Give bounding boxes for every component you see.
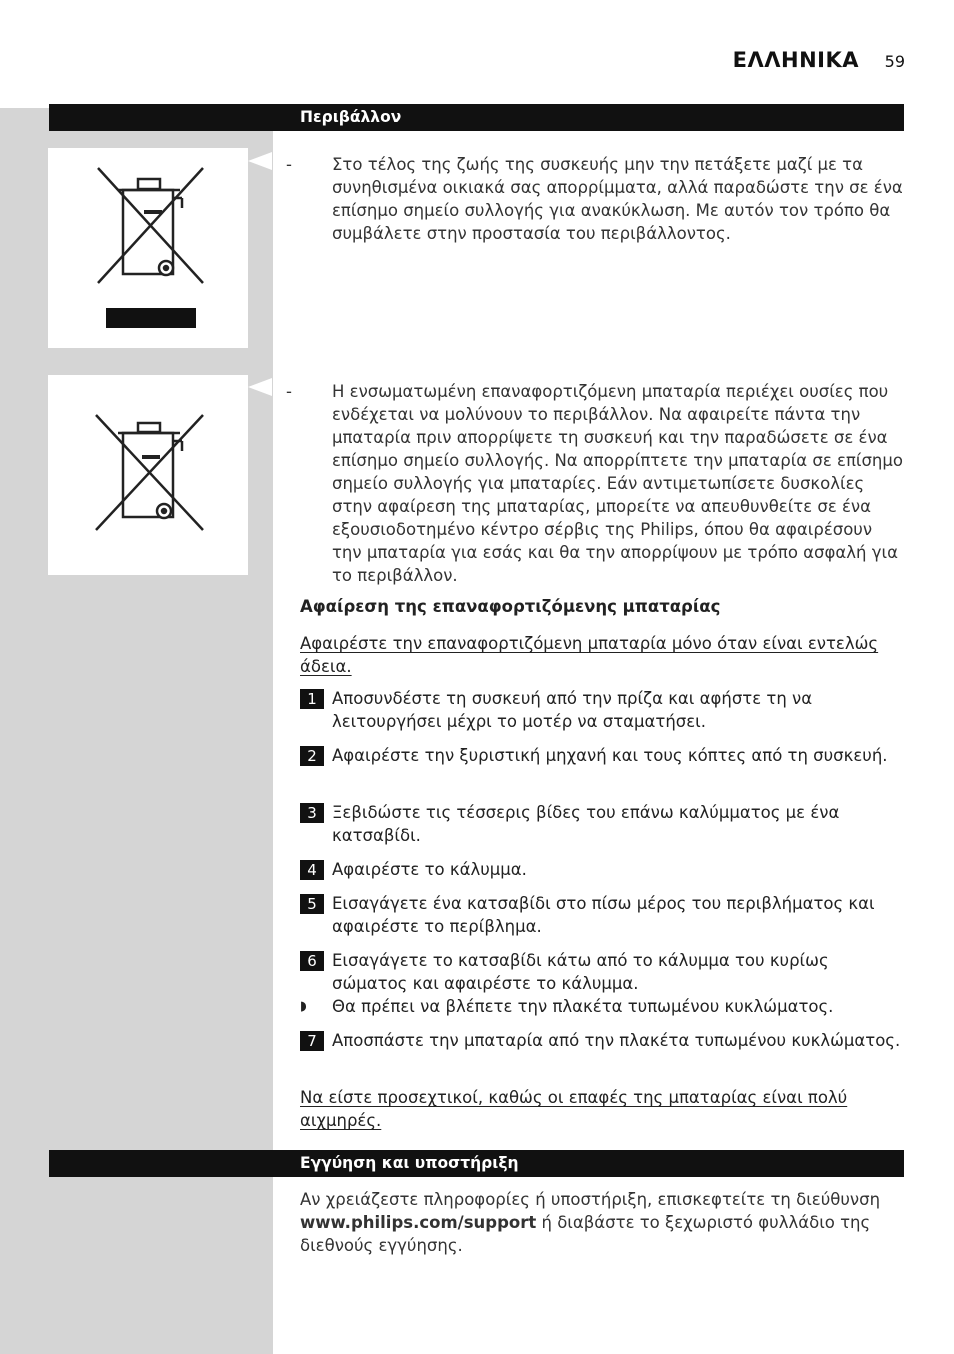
battery-removal-heading: Αφαίρεση της επαναφορτιζόμενης μπαταρίας [300, 597, 721, 616]
step-7 [300, 1029, 905, 1052]
step-number: 7 [300, 1031, 324, 1051]
step-1 [300, 687, 905, 733]
warning-empty-battery [300, 632, 905, 678]
step-number: 4 [300, 860, 324, 880]
warning-text: Να είστε προσεχτικοί, καθώς οι επαφές της μπαταρίας είναι πολύ αιχμηρές. [300, 1088, 848, 1130]
step-4 [300, 858, 905, 881]
section-header-environment [49, 104, 904, 131]
crossed-bin-icon [48, 375, 248, 575]
warning-sharp-contacts [300, 1086, 905, 1132]
step-6 [300, 949, 905, 995]
step-text: Εισαγάγετε το κατσαβίδι κάτω από το κάλυμμα του κυρίως σώματος και αφαιρέστε το κάλυμμα. [332, 951, 829, 993]
warning-text: Αφαιρέστε την επαναφορτιζόμενη μπαταρία μόνο όταν είναι εντελώς άδεια. [300, 634, 879, 676]
step-number: 6 [300, 951, 324, 971]
result-marker-icon: ◗ [300, 999, 307, 1014]
step-text: Εισαγάγετε ένα κατσαβίδι στο πίσω μέρος του περιβλήματος και αφαιρέστε το περίβλημα. [332, 894, 875, 936]
step-number: 2 [300, 746, 324, 766]
figure-pointer [248, 378, 272, 396]
page-number: 59 [884, 52, 905, 71]
support-url-link[interactable]: www.philips.com/support [300, 1213, 537, 1232]
step-number: 5 [300, 894, 324, 914]
step-text: Αποσπάστε την μπαταρία από την πλακέτα τυπωμένου κυκλώματος. [332, 1031, 901, 1050]
guarantee-text [300, 1188, 905, 1257]
weee-symbol-figure [48, 148, 248, 348]
language-header: ΕΛΛΗΝΙΚΑ [732, 48, 859, 72]
dash-marker: - [286, 382, 292, 401]
result-text: Θα πρέπει να βλέπετε την πλακέτα τυπωμένου κυκλώματος. [332, 997, 834, 1016]
environment-text-2: Η ενσωματωμένη επαναφορτιζόμενη μπαταρία περιέχει ουσίες που ενδέχεται να μολύνουν το περιβάλλον. Να αφαιρείτε πάντα την μπαταρία πριν απορρίψετε τη συσκευή και την παραδώσετε σε ένα επίσημο σημείο συλλογής. Να απορρίπτετε την μπαταρία σε επίσημο σημείο συλλογής για μπαταρίες. Εάν αντιμετωπίσετε δυσκολίες στην αφαίρεση της μπαταρίας, μπορείτε να απευθυνθείτε σε ένα εξουσιοδοτημένο κέντρο σέρβις της Philips, όπου θα αφαιρέσουν την μπαταρία για εσάς και θα την απορρίψουν με τρόπο ασφαλή για το περιβάλλον. [332, 382, 903, 585]
guarantee-text-after: ή διαβάστε το ξεχωριστό φυλλάδιο της διεθνούς εγγύησης. [300, 1213, 871, 1255]
section-title: Περιβάλλον [300, 108, 402, 126]
environment-item-1 [286, 153, 906, 245]
step-number: 3 [300, 803, 324, 823]
crossed-bin-icon [48, 148, 248, 348]
environment-text-1: Στο τέλος της ζωής της συσκευής μην την πετάξετε μαζί με τα συνηθισμένα οικιακά σας απορρίμματα, αλλά παραδώστε την σε ένα επίσημο σημείο συλλογής για ανακύκλωση. Με αυτόν τον τρόπο θα συμβάλετε στην προστασία του περιβάλλοντος. [332, 155, 903, 243]
section-header-guarantee [49, 1150, 904, 1177]
environment-item-2 [286, 380, 906, 587]
step-5 [300, 892, 905, 938]
figure-pointer [248, 152, 272, 170]
dash-marker: - [286, 155, 292, 174]
step-text: Αφαιρέστε το κάλυμμα. [332, 860, 527, 879]
guarantee-text-before: Αν χρειάζεστε πληροφορίες ή υποστήριξη, επισκεφτείτε τη διεύθυνση [300, 1190, 881, 1209]
step-text: Αφαιρέστε την ξυριστική μηχανή και τους κόπτες από τη συσκευή. [332, 746, 888, 765]
step-text: Ξεβιδώστε τις τέσσερις βίδες του επάνω καλύμματος με ένα κατσαβίδι. [332, 803, 840, 845]
step-6-result [300, 995, 905, 1018]
step-text: Αποσυνδέστε τη συσκευή από την πρίζα και αφήστε τη να λειτουργήσει μέχρι το μοτέρ να σταματήσει. [332, 689, 813, 731]
step-number: 1 [300, 689, 324, 709]
section-title: Εγγύηση και υποστήριξη [300, 1154, 519, 1172]
step-2 [300, 744, 905, 767]
battery-disposal-figure [48, 375, 248, 575]
step-3 [300, 801, 905, 847]
